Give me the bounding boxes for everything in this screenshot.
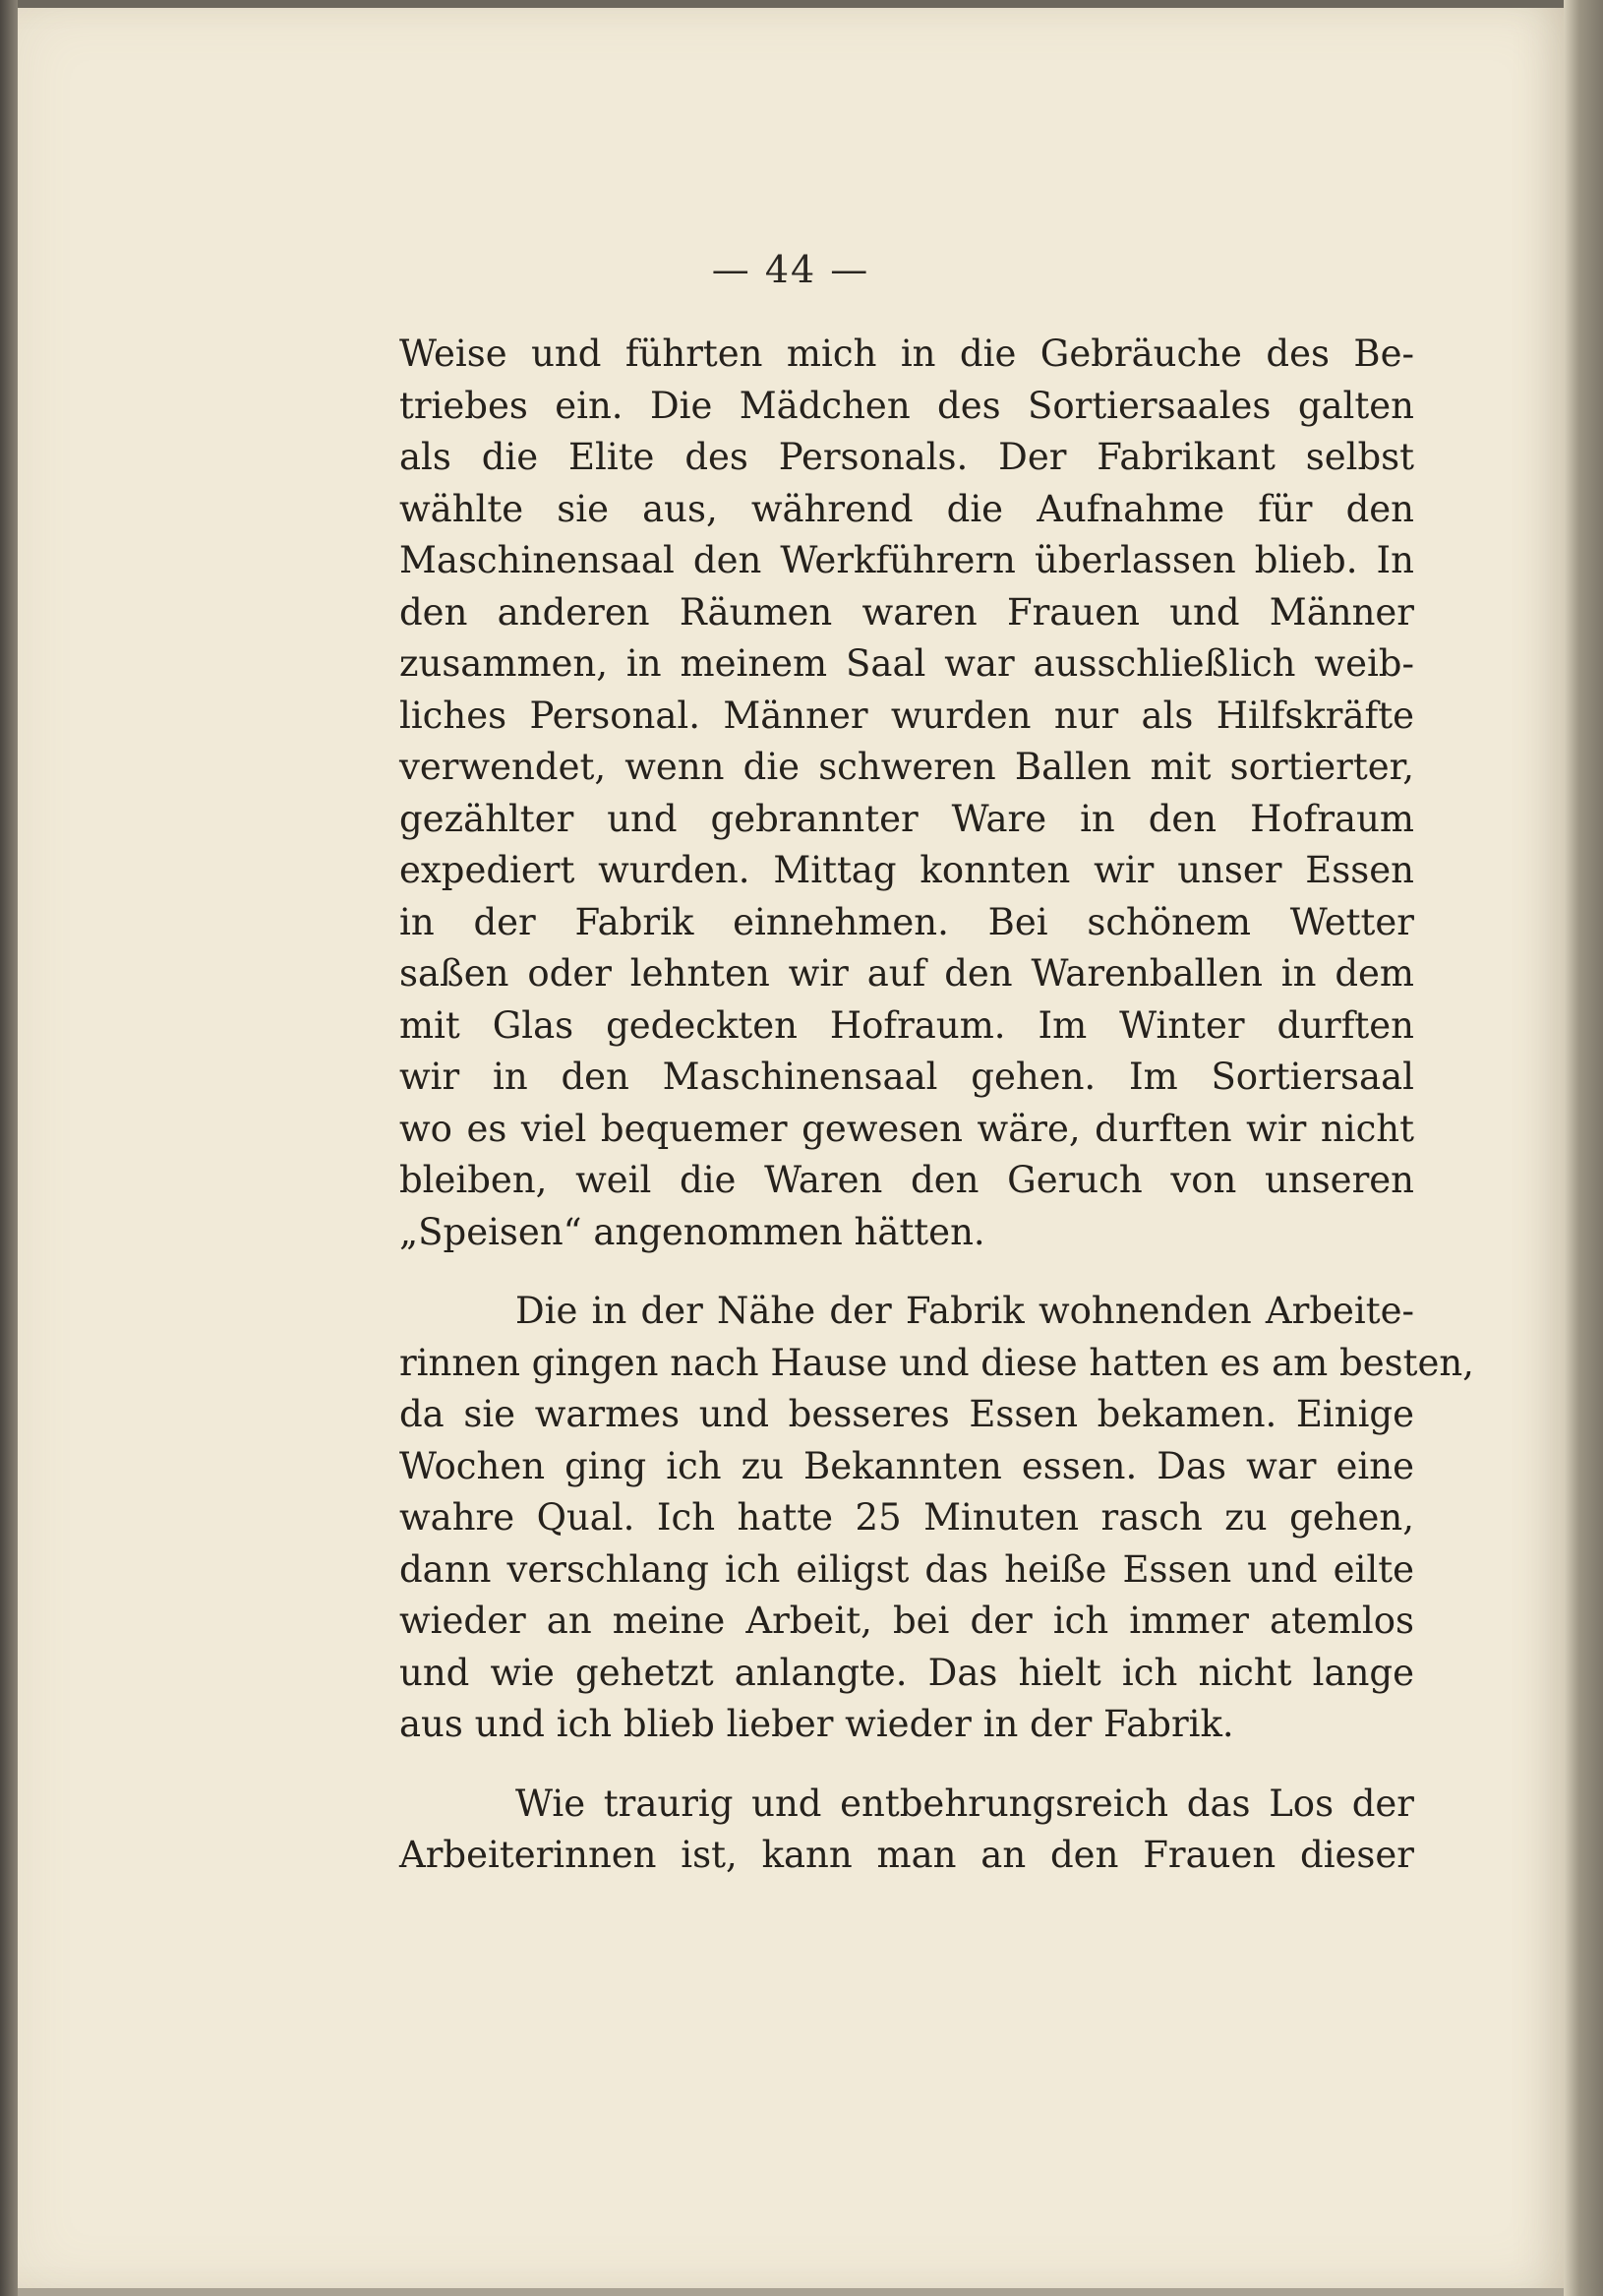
book-page (18, 8, 1564, 2288)
text-line: wählte sie aus, während die Aufnahme für den (399, 487, 1414, 530)
scan-top-edge (0, 0, 1603, 8)
text-line: rinnen gingen nach Hause und diese hatten es am besten, (399, 1341, 1474, 1384)
text-line: Arbeiterinnen ist, kann man an den Frauen dieser (399, 1834, 1414, 1876)
text-line: den anderen Räumen waren Frauen und Männer (399, 590, 1414, 634)
text-line: expediert wurden. Mittag konnten wir unser Essen (399, 849, 1414, 891)
text-line: Wie traurig und entbehrungsreich das Los der (515, 1782, 1414, 1825)
text-line: wahre Qual. Ich hatte 25 Minuten rasch zu gehen, (399, 1496, 1414, 1539)
text-line: wieder an meine Arbeit, bei der ich immer atemlos (399, 1600, 1414, 1642)
text-line: saßen oder lehnten wir auf den Warenballen in dem (399, 952, 1414, 995)
paragraph-gap (399, 1751, 1414, 1779)
text-line: triebes ein. Die Mädchen des Sortiersaales galten (399, 384, 1414, 427)
book-spine-edge (0, 0, 18, 2296)
paragraph-gap (399, 1258, 1414, 1286)
body-text (399, 329, 1474, 1882)
paragraph-2 (399, 1286, 1474, 1751)
page-number: — 44 — (711, 248, 870, 291)
text-line: Weise und führten mich in die Gebräuche des Be- (399, 332, 1414, 375)
text-line: und wie gehetzt anlangte. Das hielt ich nicht lange (399, 1651, 1414, 1694)
text-line: mit Glas gedeckten Hofraum. Im Winter durften (399, 1003, 1414, 1047)
text-line: Wochen ging ich zu Bekannten essen. Das war eine (399, 1444, 1414, 1487)
text-line: zusammen, in meinem Saal war ausschließlich weib- (399, 642, 1414, 685)
text-line: Die in der Nähe der Fabrik wohnenden Arbeite- (515, 1290, 1414, 1332)
text-line: wo es viel bequemer gewesen wäre, durften wir nicht (399, 1107, 1414, 1150)
text-line: verwendet, wenn die schweren Ballen mit sortierter, (399, 746, 1414, 788)
paragraph-3 (399, 1779, 1414, 1882)
text-line: als die Elite des Personals. Der Fabrikant selbst (399, 436, 1414, 478)
text-line: aus und ich blieb lieber wieder in der Fabrik. (399, 1703, 1234, 1745)
text-line: da sie warmes und besseres Essen bekamen. Einige (399, 1393, 1414, 1435)
text-line: in der Fabrik einnehmen. Bei schönem Wetter (399, 900, 1414, 943)
text-line: „Speisen“ angenommen hätten. (399, 1210, 985, 1253)
text-line: gezählter und gebrannter Ware in den Hofraum (399, 797, 1414, 840)
page-fore-edge (1564, 0, 1603, 2296)
text-line: Maschinensaal den Werkführern überlassen blieb. In (399, 539, 1414, 581)
text-line: liches Personal. Männer wurden nur als Hilfskräfte (399, 694, 1414, 737)
text-line: bleiben, weil die Waren den Geruch von unseren (399, 1159, 1414, 1201)
text-line: wir in den Maschinensaal gehen. Im Sortiersaal (399, 1056, 1414, 1098)
paragraph-1 (399, 329, 1414, 1258)
text-line: dann verschlang ich eiligst das heiße Essen und eilte (399, 1547, 1414, 1591)
